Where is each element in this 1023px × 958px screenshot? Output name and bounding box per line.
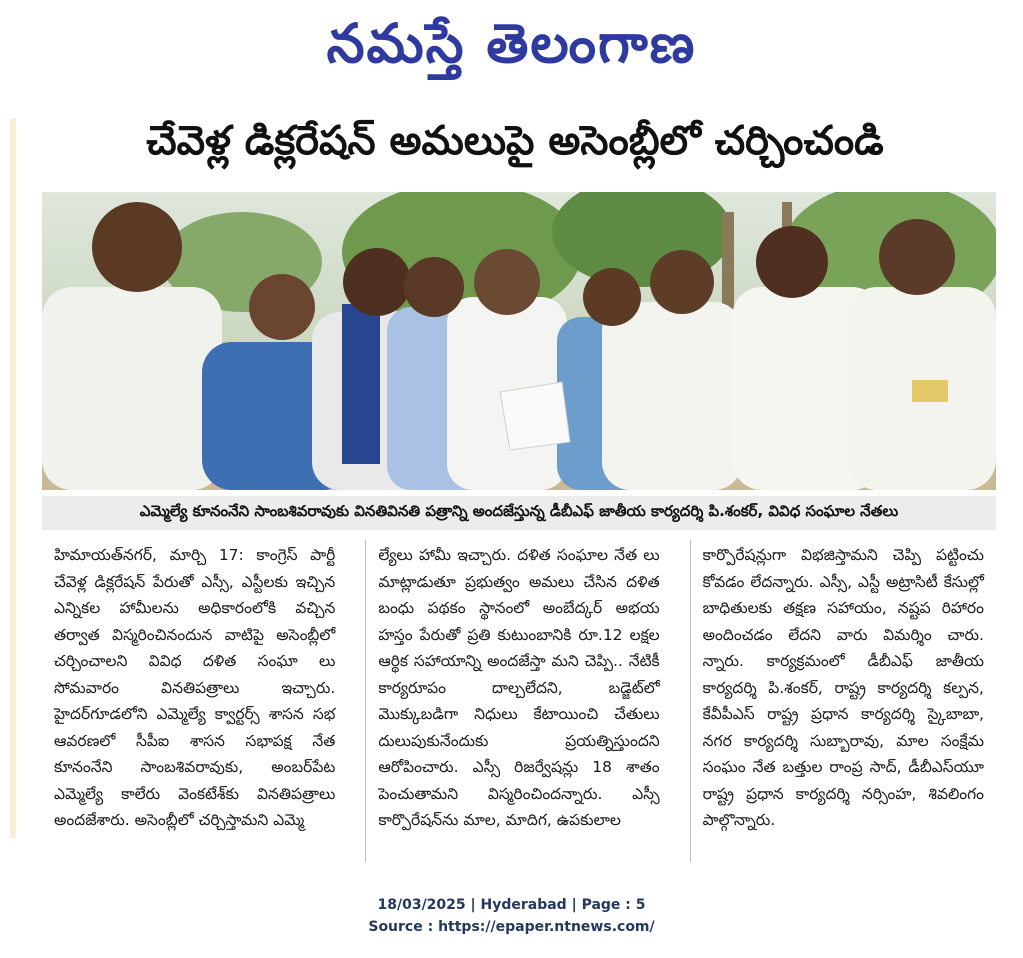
article-paragraph: ల్యేలు హామీ ఇచ్చారు. దళిత సంఘాల నేత లు మాట్లాడుతూ ప్రభుత్వం అమలు చేసిన దళిత బంధు పథకం స్థానంలో అంబేద్కర్ అభయ హస్తం పేరుతో ప్రతి కుటుంబానికి రూ.12 లక్షల ఆర్థిక సహాయాన్ని అందజేస్తా మని చెప్పి.. నేటికీ కార్యరూపం దాల్చలేదని, బడ్జెట్‌లో మొక్కుబడిగా నిధులు కేటాయించి చేతులు దులుపుకునేందుకు ప్రయత్నిస్తుందని ఆరోపించారు. ఎస్సీ రిజర్వేషన్లు 18 శాతం పెంచుతామని విస్మరించిందన్నారు. ఎస్సీ కార్పొరేషన్‌ను మాల, మాదిగ, ఉపకులాల xyxy=(378,546,660,829)
page-footer xyxy=(0,894,1023,938)
article-column-2 xyxy=(365,540,671,862)
newspaper-logo: నమస్తే తెలంగాణ xyxy=(326,11,697,75)
edition-info: 18/03/2025 | Hyderabad | Page : 5 xyxy=(377,897,646,913)
news-photo xyxy=(42,192,996,490)
photo-caption: ఎమ్మెల్యే కూనంనేని సాంబశివరావుకు వినతివినతి పత్రాన్ని అందజేస్తున్న డీబీఎఫ్ జాతీయ కార్యదర్శి పి.శంకర్, వివిధ సంఘాల నేతలు xyxy=(42,496,996,530)
article-paragraph: కార్పొరేషన్లుగా విభజిస్తామని చెప్పి పట్టించు కోవడం లేదన్నారు. ఎస్సీ, ఎస్టీ అట్రాసిటీ కేసుల్లో బాధితులకు తక్షణ సహాయం, నష్టప రిహారం అందించడం లేదని వారు విమర్శిం చారు. న్నారు. కార్యక్రమంలో డీబీఎఫ్ జాతీయ కార్యదర్శి పి.శంకర్, రాష్ట్ర కార్యదర్శి కల్పన, కేవీపీఎస్ రాష్ట్ర ప్రధాన కార్యదర్శి స్కైబాబా, నగర కార్యదర్శి సుబ్బారావు, మాల సంక్షేమ సంఘం నేత బత్తుల రాంప్ర సాద్, డీబీఎస్‌యూ రాష్ట్ర ప్రధాన కార్యదర్శి నర్సింహ, శివలింగం పాల్గొన్నారు. xyxy=(702,546,984,829)
article-column-1 xyxy=(42,540,347,862)
article-paragraph: హిమాయత్‌నగర్, మార్చి 17: కాంగ్రెస్ పార్టీ చేవెళ్ల డిక్లరేషన్ పేరుతో ఎస్సీ, ఎస్టీలకు ఇచ్చిన ఎన్నికల హామీలను అధికారంలోకి వచ్చిన తర్వాత విస్మరించినందున వాటిపై అసెంబ్లీలో చర్చించాలని వివిధ దళిత సంఘా లు సోమవారం వినతిపత్రాలు ఇచ్చారు. హైదర్‌గూడలోని ఎమ్మెల్యే క్వార్టర్స్ శాసన సభ ఆవరణలో సీపీఐ శాసన సభాపక్ష నేత కూనంనేని సాంబశివరావుకు, అంబర్‌పేట ఎమ్మెల్యే కాలేరు వెంకటేశ్‌కు వినతిపత్రాలు అందజేశారు. అసెంబ్లీలో చర్చిస్తామని ఎమ్మె xyxy=(54,546,336,829)
article-column-3 xyxy=(690,540,996,862)
masthead xyxy=(0,8,1023,78)
article-headline: చేవెళ్ల డిక్లరేషన్ అమలుపై అసెంబ్లీలో చర్చించండి xyxy=(146,118,884,164)
source-url: Source : https://epaper.ntnews.com/ xyxy=(368,919,655,935)
article-body xyxy=(42,540,996,862)
page-margin-strip xyxy=(10,118,16,838)
